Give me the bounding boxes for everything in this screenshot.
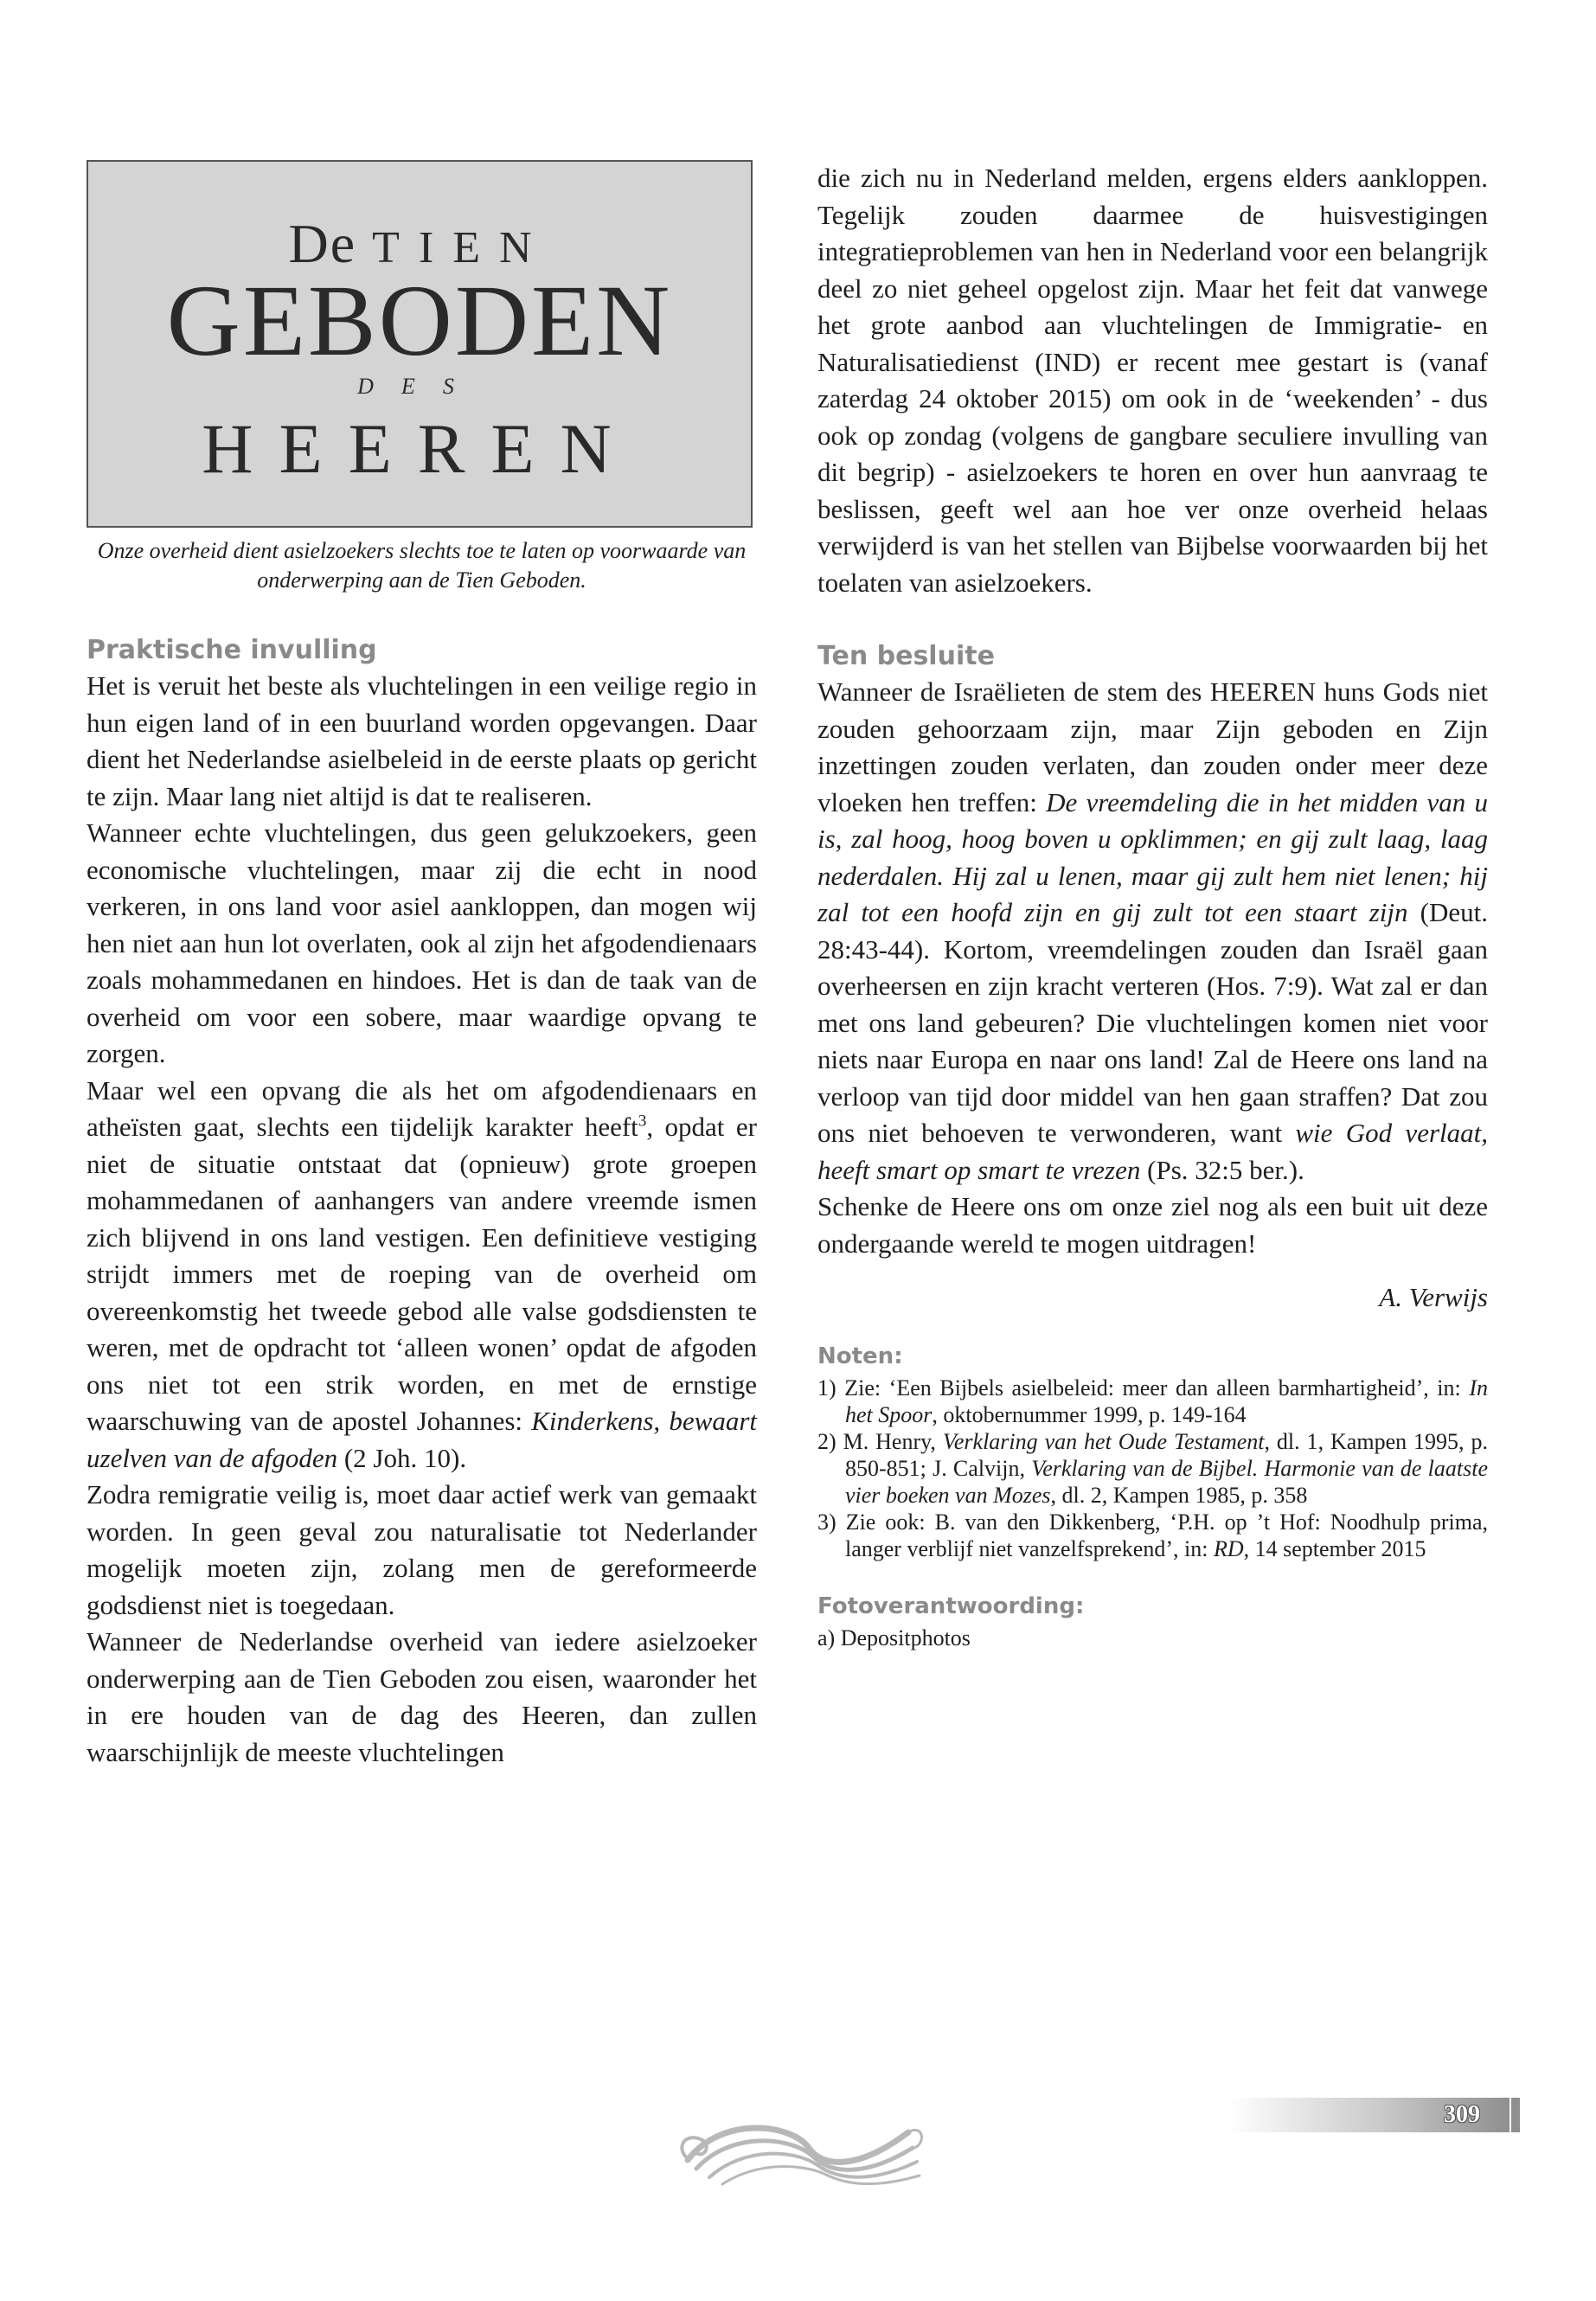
source-title: Verklaring van het Oude Testament bbox=[942, 1429, 1265, 1454]
note-item bbox=[817, 1428, 1488, 1509]
section-heading-ten-besluite: Ten besluite bbox=[817, 641, 995, 671]
text-span: (Deut. 28:43-44). Kortom, vreemdelingen zouden dan Israël gaan overheersen en zijn kracht verteren (Hos. 7:9). Wat zal er dan met ons land gebeuren? Die vluchtelingen komen niet voor niets naar Europa en naar ons land! Zal de Heere ons land na verloop van tijd door middel van hen gaan straffen? Dat zou ons niet behoeven te verwonderen, want bbox=[817, 897, 1488, 1148]
text-span: , 14 september 2015 bbox=[1243, 1536, 1426, 1561]
text-span: , dl. 2, Kampen 1985, p. 358 bbox=[1050, 1483, 1308, 1508]
flourish-ornament-icon bbox=[670, 2098, 930, 2202]
text-span: 1) Zie: ‘Een Bijbels asielbeleid: meer dan alleen barmhartigheid’, in: bbox=[817, 1375, 1470, 1400]
paragraph: Het is veruit het beste als vluchtelingen in een veilige regio in hun eigen land of in een buurland worden opgevangen. Daar dient het Nederlandse asielbeleid in de eerste plaats op gericht te zijn. Maar lang niet altijd is dat te realiseren. bbox=[87, 670, 757, 811]
paragraph: Wanneer echte vluchtelingen, dus geen gelukzoekers, geen economische vluchtelingen, maar zij die echt in nood verkeren, in ons land voor asiel aankloppen, dan mogen wij hen niet aan hun lot overlaten, ook al zijn het afgodendienaars zoals mohammedanen en hindoes. Het is dan de taak van de overheid om voor een sobere, maar waardige opvang te zorgen. bbox=[87, 817, 757, 1068]
right-column bbox=[817, 160, 1488, 1652]
paragraph: Wanneer de Nederlandse overheid van iedere asielzoeker onderwerping aan de Tien Geboden zou eisen, waaronder het in ere houden van de dag des Heeren, dan zullen waarschijnlijk de meeste vluchtelingen bbox=[87, 1626, 757, 1767]
photo-credits-heading: Fotoverantwoording: bbox=[817, 1593, 1085, 1619]
source-title: In het Spoor bbox=[845, 1375, 1488, 1427]
paragraph: die zich nu in Nederland melden, ergens elders aankloppen. Tegelijk zouden daarmee de huisvestigingen integratieproblemen van hen in Nederland voor een belangrijk deel zo niet geheel opgelost zijn. Maar het feit dat vanwege het grote aanbod aan vluchtelingen de Immigratie- en Naturalisatiedienst (IND) er recent mee gestart is (vanaf zaterdag 24 oktober 2015) om ook in de ‘weekenden’ - dus ook op zondag (volgens de gangbare seculiere invulling van dit begrip) - asielzoekers te horen en over hun aanvraag te beslissen, geeft wel aan hoe ver onze overheid helaas verwijderd is van het stellen van Bijbelse voorwaarden bij het toelaten van asielzoekers. bbox=[817, 163, 1488, 598]
page-number: 309 bbox=[1444, 2101, 1480, 2128]
text-span: , oktobernummer 1999, p. 149-164 bbox=[932, 1402, 1247, 1427]
quote-italic: Kinderkens, bewaart uzelven van de afgoden bbox=[87, 1406, 758, 1473]
figure-des: DES bbox=[357, 374, 482, 399]
page-bar-end bbox=[1511, 2098, 1520, 2132]
paragraph bbox=[87, 1073, 757, 1477]
notes-heading: Noten: bbox=[817, 1343, 903, 1369]
section-heading-praktische-invulling: Praktische invulling bbox=[87, 635, 377, 665]
title-figure bbox=[87, 160, 753, 528]
photo-credit: a) Depositphotos bbox=[817, 1625, 971, 1650]
figure-tien: TIEN bbox=[372, 223, 551, 272]
text-span: (2 Joh. 10). bbox=[337, 1442, 467, 1473]
paragraph: Schenke de Heere ons om onze ziel nog als een buit uit deze ondergaande wereld te mogen uitdragen! bbox=[817, 1191, 1488, 1259]
text-span: , opdat er niet de situatie ontstaat dat (opnieuw) grote groepen mohammedanen of aanhangers van andere vreemde ismen zich blijvend in ons land vestigen. Een definitieve vestiging strijdt immers met de roeping van de overheid om overeenkomstig het tweede gebod alle valse godsdiensten te weren, met de opdracht tot ‘alleen wonen’ opdat de afgoden ons niet tot een strik worden, en met de ernstige waarschuwing van de apostel Johannes: bbox=[87, 1112, 757, 1436]
notes-list bbox=[817, 1375, 1488, 1562]
footnote-ref: 3 bbox=[638, 1112, 647, 1131]
note-item bbox=[817, 1509, 1488, 1562]
quote-italic: De vreemdeling die in het midden van u is, zal hoog, hoog boven u opklimmen; en gij zult laag, laag nederdalen. Hij zal u lenen, maar gij zult hem niet lenen; hij zal tot een hoofd zijn en gij zult tot een staart zijn bbox=[817, 786, 1488, 927]
left-column bbox=[87, 160, 757, 1771]
text-span: , dl. 1, Kampen 1995, p. 850-851; J. Calvijn, bbox=[845, 1429, 1488, 1481]
figure-geboden: GEBODEN bbox=[166, 264, 673, 377]
figure-de: De bbox=[288, 213, 357, 274]
text-span: (Ps. 32:5 ber.). bbox=[1140, 1154, 1304, 1185]
figure-heeren: HEEREN bbox=[202, 409, 638, 488]
text-span: 3) Zie ook: B. van den Dikkenberg, ‘P.H. op ’t Hof: Noodhulp prima, langer verblijf niet vanzelfsprekend’, in: bbox=[817, 1509, 1488, 1561]
text-span: 2) M. Henry, bbox=[817, 1429, 943, 1454]
source-title: Verklaring van de Bijbel. Harmonie van de laatste vier boeken van Mozes bbox=[845, 1456, 1488, 1508]
figure-caption: Onze overheid dient asielzoekers slechts toe te laten op voorwaarde van onderwerping aan de Tien Geboden. bbox=[97, 538, 747, 593]
source-title: RD bbox=[1213, 1536, 1244, 1561]
paragraph bbox=[817, 674, 1488, 1189]
text-span: Wanneer de Israëlieten de stem des HEEREN huns Gods niet zouden gehoorzaam zijn, maar Zijn geboden en Zijn inzettingen zouden verlaten, dan zouden onder meer deze vloeken hen treffen: bbox=[817, 676, 1488, 817]
note-item bbox=[817, 1375, 1488, 1428]
text-span: Maar wel een opvang die als het om afgodendienaars en atheïsten gaat, slechts een tijdelijk karakter heeft bbox=[87, 1074, 757, 1142]
quote-italic: wie God verlaat, heeft smart op smart te vrezen bbox=[817, 1118, 1488, 1185]
author-signature: A. Verwijs bbox=[1379, 1282, 1488, 1312]
paragraph: Zodra remigratie veilig is, moet daar actief werk van gemaakt worden. In geen geval zou naturalisatie tot Nederlander mogelijk moeten zijn, zolang men de gereformeerde godsdienst niet is toegedaan. bbox=[87, 1479, 757, 1620]
